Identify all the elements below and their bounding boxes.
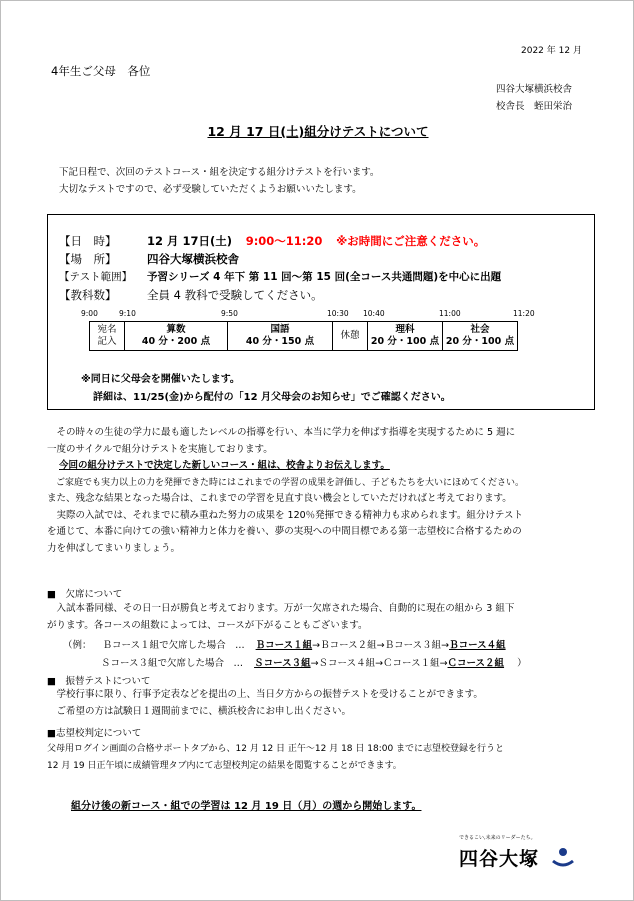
time-tick: 9:50 <box>221 309 238 318</box>
body-line: 一度のサイクルで組分けテストを実施しております。 <box>47 443 273 455</box>
range-value: 予習シリーズ 4 年下 第 11 回～第 15 回(全コース共通問題)を中心に出題 <box>147 271 502 283</box>
time-tick: 9:00 <box>81 309 98 318</box>
yotsuya-otsuka-logo <box>459 844 575 871</box>
body-line: を通じて、本番に向けての強い精神力と体力を養い、夢の実現への中間目標である第一志望校に合格するための <box>47 526 522 537</box>
sender-school: 四谷大塚横浜校舎 <box>496 84 573 95</box>
body-line: 実際の入試では、それまでに積み重ねた努力の成果を 120％発揮できる精神力も求められます。組分けテスト <box>47 509 524 521</box>
date-label: 【日 時】 <box>59 234 117 248</box>
range-label: 【テスト範囲】 <box>59 271 133 283</box>
intro-paragraph <box>59 165 379 198</box>
info-date-row <box>59 233 485 249</box>
makeup-heading: ■ 振替テストについて <box>47 676 151 687</box>
judgement-heading: ■志望校判定について <box>47 728 142 739</box>
intro-line: 下記日程で、次回のテストコース・組を決定する組分けテストを行います。 <box>59 167 380 178</box>
sender-principal: 校舎長 蛭田栄治 <box>496 101 573 112</box>
body-highlight-line: 今回の組分けテストで決定した新しいコース・組は、校舎よりお伝えします。 <box>59 460 390 471</box>
absence-text: 入試本番同様、その日一日が勝負と考えております。万が一欠席された場合、自動的に現在の組から 3 組下 がります。各コースの組数によっては、コースが下がることもございます。 <box>47 603 515 631</box>
makeup-text: 学校行事に限り、行事予定表などを提出の上、当日夕方からの振替テストを受けることができます。 ご希望の方は試験日１週間前までに、横浜校舎にお申し出ください。 <box>47 689 483 717</box>
schedule-cell-name-entry: 宛名 記入 <box>90 322 125 351</box>
schedule-cell-japanese: 国語 40 分・150 点 <box>228 322 333 351</box>
info-subjects-row <box>59 287 323 303</box>
subjects-value: 全員 4 教科で受験してください。 <box>147 288 323 302</box>
parent-meeting-detail: 詳細は、11/25(金)から配付の「12 月父母会のお知らせ」でご確認ください。 <box>93 392 451 403</box>
issue-date: 2022 年 12 月 <box>521 46 582 56</box>
schedule-cell-break: 休憩 <box>333 322 368 351</box>
schedule-cell-social: 社会 20 分・100 点 <box>443 322 518 351</box>
time-note: ※お時間にご注意ください。 <box>336 234 486 248</box>
time-value: 9:00～11:20 <box>245 234 323 248</box>
place-label: 【場 所】 <box>59 252 117 266</box>
recipient: 4年生ご父母 各位 <box>51 64 151 78</box>
schedule-cell-science: 理科 20 分・100 点 <box>368 322 443 351</box>
body-line: また、残念な結果となった場合は、これまでの学習を見直す良い機会としていただければと考えております。 <box>47 493 512 504</box>
logo-text: 四谷大塚 <box>459 848 540 870</box>
schedule-cell-math: 算数 40 分・200 点 <box>125 322 228 351</box>
judgement-text: 父母用ログイン画面の合格サポートタブから、12 月 12 日 正午～12 月 18 日 18:00 までに志望校登録を行うと 12 月 19 日正午頃に成績管理タブ内にて志望校判定の結果を閲覧することができます。 <box>47 744 505 771</box>
date-value: 12 月 17日(土) <box>147 234 233 248</box>
place-value: 四谷大塚横浜校舎 <box>147 252 239 266</box>
time-tick: 11:00 <box>439 309 461 318</box>
subjects-label: 【教科数】 <box>59 288 117 302</box>
parent-meeting-notice: ※同日に父母会を開催いたします。 <box>81 374 240 385</box>
body-line: 力を伸ばしてまいりましょう。 <box>47 542 181 554</box>
page-title: 12 月 17 日(土)組分けテストについて <box>207 124 429 139</box>
info-place-row <box>59 251 239 267</box>
body-line: ご家庭でも実力以上の力を発揮できた時にはこれまでの学習の成果を評価し、子どもたちを大いにほめてください。 <box>47 477 525 488</box>
logo-mark-icon <box>551 845 575 869</box>
body-paragraph <box>47 425 524 557</box>
new-course-start-note: 組分け後の新コース・組での学習は 12 月 19 日（月）の週から開始します。 <box>71 801 422 812</box>
logo-tagline: できるこい,未来のリーダーたち。 <box>459 835 536 841</box>
time-tick: 11:20 <box>513 309 535 318</box>
body-line: その時々の生徒の学力に最も適したレベルの指導を行い、本当に学力を伸ばす指導を実現するために 5 週に <box>47 427 516 438</box>
absence-example-2: Ｓコース３組で欠席した場合 … Ｓコース３組→Ｓコース４組→Ｃコース１組→Ｃコース２組 ） <box>101 658 527 669</box>
time-tick: 10:40 <box>363 309 385 318</box>
schedule-table <box>89 321 518 351</box>
info-range-row <box>59 269 501 284</box>
intro-line: 大切なテストですので、必ず受験していただくようお願いいたします。 <box>59 183 362 195</box>
time-tick: 9:10 <box>119 309 136 318</box>
absence-heading: ■ 欠席について <box>47 589 123 600</box>
time-tick: 10:30 <box>327 309 349 318</box>
absence-example-1: （例： Ｂコース１組で欠席した場合 … Ｂコース１組→Ｂコース２組→Ｂコース３組→Ｂコース４組 <box>63 640 506 651</box>
